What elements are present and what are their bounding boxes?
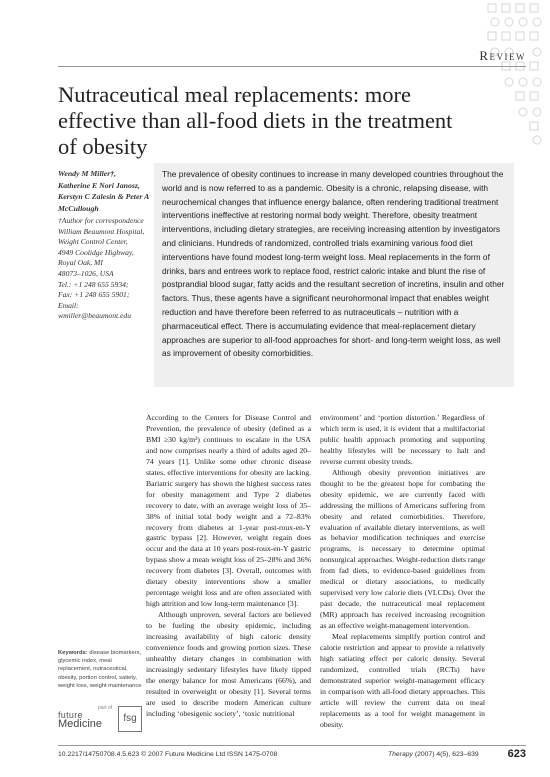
- logo-part-of: part of: [98, 705, 113, 711]
- correspondence-line: †Author for correspondence: [58, 216, 144, 225]
- keywords-block: [58, 649, 142, 690]
- correspondence-line: Royal Oak, MI: [58, 258, 103, 268]
- correspondence-line: William Beaumont Hospital,: [58, 226, 145, 236]
- journal-name: Therapy: [388, 751, 413, 758]
- citation-details: (2007) 4(5), 623–639: [412, 751, 479, 758]
- abstract-text: The prevalence of obesity continues to increase in many developed countries throughout the world and is now referred to as a pandemic. Obesity is a chronic, relapsing disease, with neurochemical changes that influence energy balance, often rendering traditional treatment interventions ineffective at restoring normal body weight. Therefore, obesity treatment interventions, including dietary strategies, are receiving increasing attention by investigators and clinicians. Hundreds of randomized, controlled trials examining various food diet interventions have found modest long-term weight loss. Meal replacements in the form of drinks, bars and entrees work to replace food, restrict caloric intake and blunt the rise of postprandial blood sugar, fatty acids and the resultant secretion of incretins, insulin and other factors. Thus, these agents have a significant neurohormonal impact that enables weight reduction and have therefore been referred to as nutraceuticals – nutrition with a pharmaceutical effect. There is accumulating evidence that meal-replacement dietary approaches are superior to all-food approaches for short- and long-term weight loss, as well as improvement of obesity comorbidities.: [162, 169, 505, 359]
- decorative-corner-pattern: [482, 0, 550, 150]
- body-column-right: [320, 413, 485, 731]
- correspondence-line: Weight Control Center,: [58, 237, 128, 247]
- abstract-box: [154, 163, 514, 387]
- body-paragraph: Although unproven, several factors are believed to be fueling the obesity epidemic, including increasing availability of high caloric density convenience foods and growing portion sizes. These unhealthy dietary changes in combination with increasingly sedentary lifestyles have likely tipped the energy balance for most Americans (66%), and resulted in overweight or obesity [1]. Several terms are used to describe modern American culture including ‘obesigenic society’, ‘toxic nutritional: [146, 610, 311, 718]
- header-rule: [58, 66, 526, 67]
- correspondence-line: Tel.: +1 248 655 5934;: [58, 279, 129, 289]
- journal-citation: [388, 751, 479, 758]
- body-paragraph: According to the Centers for Disease Control and Prevention, the prevalence of obesity (defined as a BMI ≥30 kg/m²) continues to escalate in the USA and now comprises nearly a third of adults aged 20–74 years [1]. Unlike some other chronic disease states, effective interventions for obesity are lacking. Bariatric surgery has shown the highest success rates for obesity management and Type 2 diabetes recovery to date, with an average weight loss of 35–38% of initial total body weight and a 72–83% recovery from diabetes at 1-year post-roux-en-Y gastric bypass [2]. However, weight regain does occur and the data at 10 years post-roux-en-Y gastric bypass show a mean weight loss of 25–28% and 36% recovery from diabetes [3]. Overall, outcomes with dietary obesity interventions show a smaller percentage weight loss and are often associated with high attrition and low long-term maintenance [3].: [146, 413, 311, 609]
- body-column-left: [146, 413, 311, 720]
- article-title: Nutraceutical meal replacements: more effective than all-food diets in the treatment of obesity: [58, 82, 453, 159]
- footer-rule: [58, 745, 526, 746]
- section-label: Review: [479, 48, 526, 63]
- author-names: Wendy M Miller†, Katherine E Nori Janosz, Kerstyn C Zalesin & Peter A McCullough: [58, 169, 149, 213]
- logo-medicine: Medicine: [58, 718, 103, 730]
- keywords-list: disease biomarkers, glycemic index, meal replacement, nutraceutical, obesity, portion control, satiety, weight loss, weight maintenance: [58, 650, 142, 689]
- publisher-logo: [58, 706, 142, 732]
- keywords-label: Keywords:: [58, 650, 88, 656]
- correspondence-line: Fax: +1 248 655 5901;: [58, 290, 130, 300]
- body-paragraph: environment’ and ‘portion distortion.’ Regardless of which term is used, it is evident that a multifactorial public health approach promoting and supporting healthy lifestyles will be necessary to halt and reverse current obesity trends.: [320, 413, 485, 466]
- correspondence-line: Email:: [58, 300, 79, 310]
- author-email[interactable]: wmiller@beaumont.edu: [58, 311, 132, 321]
- page-number: 623: [507, 748, 526, 760]
- correspondence-line: 4949 Coolidge Highway,: [58, 247, 134, 257]
- body-paragraph: Although obesity prevention initiatives are thought to be the greatest hope for combating the obesity epidemic, we are currently faced with addressing the millions of Americans suffering from obesity and related comorbidities. Therefore, evaluation of available dietary interventions, as well as behavior modification techniques and exercise programs, is necessary to determine optimal nonsurgical approaches. Weight-reduction diets range from fad diets, to evidence-based guidelines from medical or dietary associations, to medically supervised very low calorie diets (VLCDs). Over the past decade, the nutraceutical meal replacement (MR) approach has received increasing recognition as an effective weight-management intervention.: [320, 467, 485, 631]
- correspondence-info: [58, 216, 150, 322]
- doi-copyright: 10.2217/14750708.4.5.623 © 2007 Future Medicine Ltd ISSN 1475-0708: [58, 751, 278, 758]
- logo-future: future: [58, 710, 83, 720]
- correspondence-line: 48073–1026, USA: [58, 268, 114, 278]
- logo-fsg: fsg: [118, 706, 142, 732]
- author-block: [58, 168, 150, 322]
- body-paragraph: Meal replacements simplify portion control and calorie restriction and appear to provide a relatively high satiating effect per caloric density. Several randomized, controlled trials (RCTs) have demonstrated superior weight-management efficacy in comparison with all-food dietary approaches. This article will review the current data on meal replacements as a tool for weight management in obesity.: [320, 632, 485, 729]
